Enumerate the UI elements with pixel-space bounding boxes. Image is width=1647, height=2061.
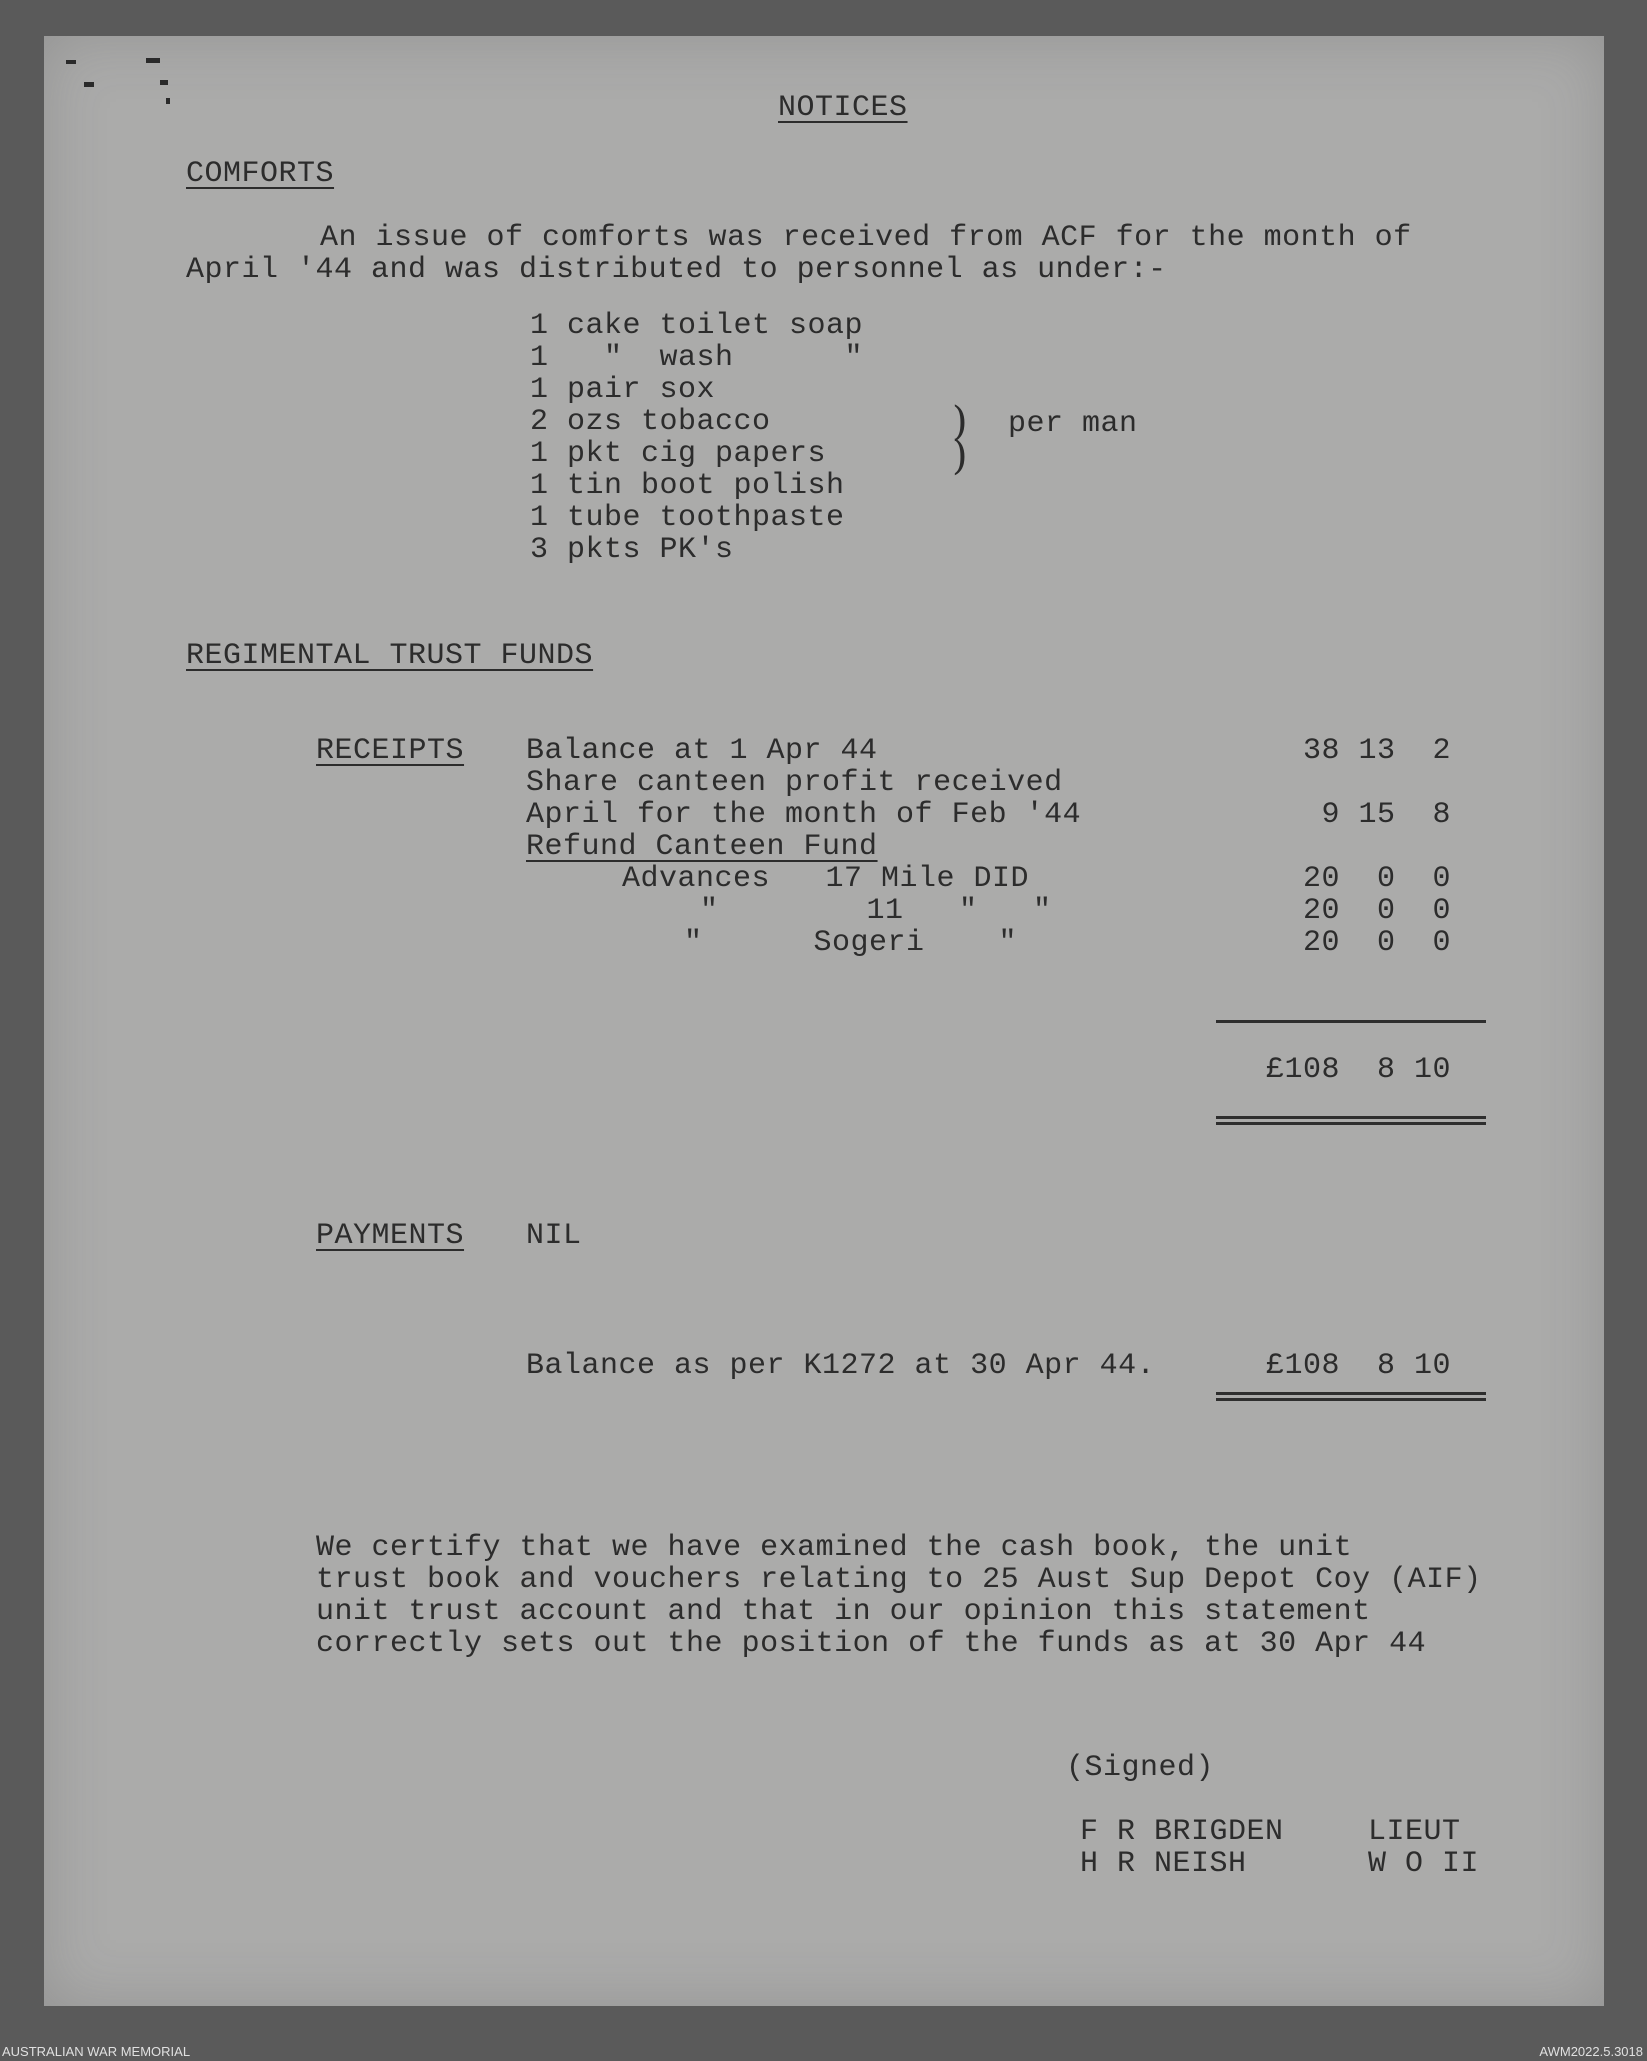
receipts-label: RECEIPTS	[316, 734, 465, 768]
footer-source: AUSTRALIAN WAR MEMORIAL	[2, 2044, 191, 2059]
per-man-label: per man	[1008, 407, 1138, 441]
comforts-intro-line2: April '44 and was distributed to personnel as under:-	[186, 253, 1167, 287]
comfort-item: 3 pkts PK's	[530, 533, 734, 567]
punch-hole-marks	[60, 50, 190, 130]
balance-amount: £108 8 10	[1265, 1349, 1451, 1383]
receipt-line: Balance at 1 Apr 44	[526, 734, 878, 768]
certification-line: trust book and vouchers relating to 25 Aust Sup Depot Coy (AIF)	[316, 1563, 1482, 1597]
signatory-name: F R BRIGDEN	[1080, 1815, 1284, 1849]
comfort-item: 1 tin boot polish	[530, 469, 845, 503]
receipt-amount: 20 0 0	[1302, 926, 1451, 960]
signatory-rank: LIEUT	[1368, 1815, 1461, 1849]
receipt-line: " 11 " "	[700, 894, 1052, 928]
balance-text: Balance as per K1272 at 30 Apr 44.	[526, 1349, 1156, 1383]
receipt-line: Refund Canteen Fund	[526, 830, 878, 864]
comforts-intro-line1: An issue of comforts was received from ACF for the month of	[320, 221, 1412, 255]
signatory-rank: W O II	[1368, 1847, 1480, 1881]
comfort-item: 1 pair sox	[530, 373, 716, 407]
comfort-item: 2 ozs tobacco	[530, 405, 771, 439]
receipt-amount: 9 15 8	[1321, 798, 1451, 832]
certification-line: correctly sets out the position of the funds as at 30 Apr 44	[316, 1627, 1427, 1661]
balance-double-rule	[1216, 1398, 1486, 1401]
receipt-line: Advances 17 Mile DID	[622, 862, 1030, 896]
page-title: NOTICES	[778, 91, 908, 125]
total-double-rule	[1216, 1116, 1486, 1119]
balance-double-rule	[1216, 1392, 1486, 1395]
receipts-total: £108 8 10	[1265, 1053, 1451, 1087]
comfort-item: 1 cake toilet soap	[530, 309, 864, 343]
signed-label: (Signed)	[1066, 1751, 1215, 1785]
total-rule	[1216, 1020, 1486, 1023]
brace-mark: )	[952, 399, 968, 445]
payments-value: NIL	[526, 1219, 582, 1253]
trust-funds-heading: REGIMENTAL TRUST FUNDS	[186, 639, 594, 673]
receipt-line: April for the month of Feb '44	[526, 798, 1082, 832]
receipt-amount: 20 0 0	[1302, 862, 1451, 896]
certification-line: unit trust account and that in our opinion this statement	[316, 1595, 1371, 1629]
receipt-amount: 38 13 2	[1302, 734, 1451, 768]
footer-accession: AWM2022.5.3018	[1539, 2044, 1643, 2059]
receipt-line: " Sogeri "	[684, 926, 1018, 960]
payments-label: PAYMENTS	[316, 1219, 465, 1253]
receipt-line: Share canteen profit received	[526, 766, 1063, 800]
brace-mark: )	[952, 433, 968, 479]
signatory-name: H R NEISH	[1080, 1847, 1247, 1881]
total-double-rule	[1216, 1122, 1486, 1125]
comforts-heading: COMFORTS	[186, 157, 335, 191]
certification-line: We certify that we have examined the cash book, the unit	[316, 1531, 1353, 1565]
receipt-amount: 20 0 0	[1302, 894, 1451, 928]
comfort-item: 1 pkt cig papers	[530, 437, 827, 471]
comfort-item: 1 " wash "	[530, 341, 864, 375]
comfort-item: 1 tube toothpaste	[530, 501, 845, 535]
